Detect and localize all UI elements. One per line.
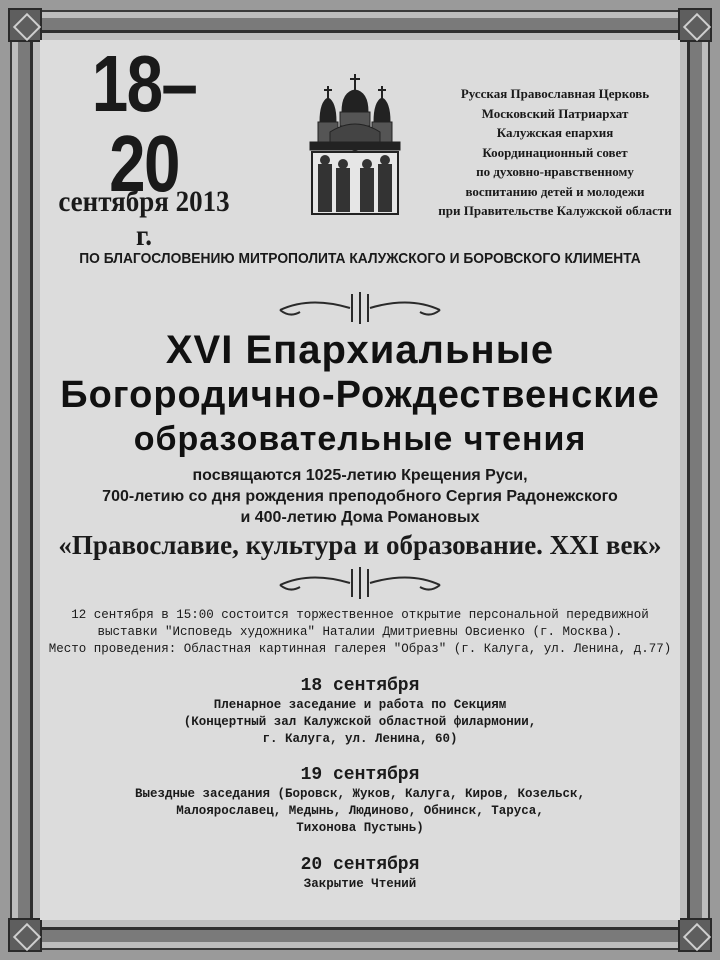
organizer-line: Калужская епархия bbox=[496, 125, 614, 140]
schedule-day-heading: 18 сентября bbox=[300, 676, 420, 696]
exhibition-line: выставки "Исповедь художника" Наталии Дмитриевны Овсиенко (г. Москва). bbox=[97, 625, 623, 639]
dedication-line: и 400-летию Дома Романовых bbox=[240, 509, 480, 526]
title-line-3: образовательные чтения bbox=[133, 420, 587, 458]
corner-ornament-bottom-left bbox=[8, 918, 42, 952]
schedule-day-heading: 20 сентября bbox=[300, 855, 420, 875]
ornament-divider-bottom bbox=[270, 563, 450, 603]
organizers-block bbox=[420, 84, 690, 221]
corner-ornament-top-right bbox=[678, 8, 712, 42]
schedule-line: Закрытие Чтений bbox=[303, 877, 417, 891]
corner-ornament-bottom-right bbox=[678, 918, 712, 952]
exhibition-info bbox=[40, 607, 680, 658]
dedication-line: 700-летию со дня рождения преподобного Сергия Радонежского bbox=[102, 488, 618, 505]
church-icon bbox=[300, 72, 410, 222]
exhibition-line: 12 сентября в 15:00 состоится торжественное открытие персональной передвижной bbox=[71, 608, 649, 622]
event-month-year: сентября 2013 г. bbox=[58, 185, 230, 252]
corner-ornament-top-left bbox=[8, 8, 42, 42]
schedule-line: г. Калуга, ул. Ленина, 60) bbox=[262, 732, 458, 746]
event-date-range: 18–20 bbox=[91, 39, 197, 208]
organizer-line: по духовно-нравственному bbox=[476, 164, 634, 179]
schedule-day-heading: 19 сентября bbox=[300, 765, 420, 785]
schedule-line: (Концертный зал Калужской областной филармонии, bbox=[183, 715, 537, 729]
schedule-day-20 bbox=[40, 854, 680, 893]
title-line-2: Богородично-Рождественские bbox=[60, 374, 660, 416]
schedule-line: Пленарное заседание и работа по Секциям bbox=[213, 698, 507, 712]
organizer-line: Московский Патриархат bbox=[481, 105, 629, 121]
schedule-line: Выездные заседания (Боровск, Жуков, Калуга, Киров, Козельск, bbox=[134, 787, 586, 801]
title-line-1: XVI Епархиальные bbox=[165, 328, 555, 372]
schedule-day-19 bbox=[40, 764, 680, 837]
exhibition-line: Место проведения: Областная картинная галерея "Образ" (г. Калуга, ул. Ленина, д.77) bbox=[48, 642, 672, 656]
motto: «Православие, культура и образование. XXI век» bbox=[58, 530, 662, 560]
blessing-line: ПО БЛАГОСЛОВЕНИЮ МИТРОПОЛИТА КАЛУЖСКОГО И БОРОВСКОГО КЛИМЕНТА bbox=[79, 250, 641, 267]
organizer-line: Русская Православная Церковь bbox=[460, 86, 650, 101]
dedication-block bbox=[40, 465, 680, 528]
dedication-line: посвящаются 1025-летию Крещения Руси, bbox=[192, 467, 528, 484]
organizer-line: воспитанию детей и молодежи bbox=[465, 183, 645, 199]
ornament-divider-top bbox=[270, 288, 450, 328]
schedule-line: Тихонова Пустынь) bbox=[296, 821, 424, 835]
schedule-day-18 bbox=[40, 675, 680, 748]
schedule-line: Малоярославец, Медынь, Людиново, Обнинск, Таруса, bbox=[176, 804, 544, 818]
organizer-line: при Правительстве Калужской области bbox=[438, 203, 672, 218]
organizer-line: Координационный совет bbox=[482, 144, 628, 160]
